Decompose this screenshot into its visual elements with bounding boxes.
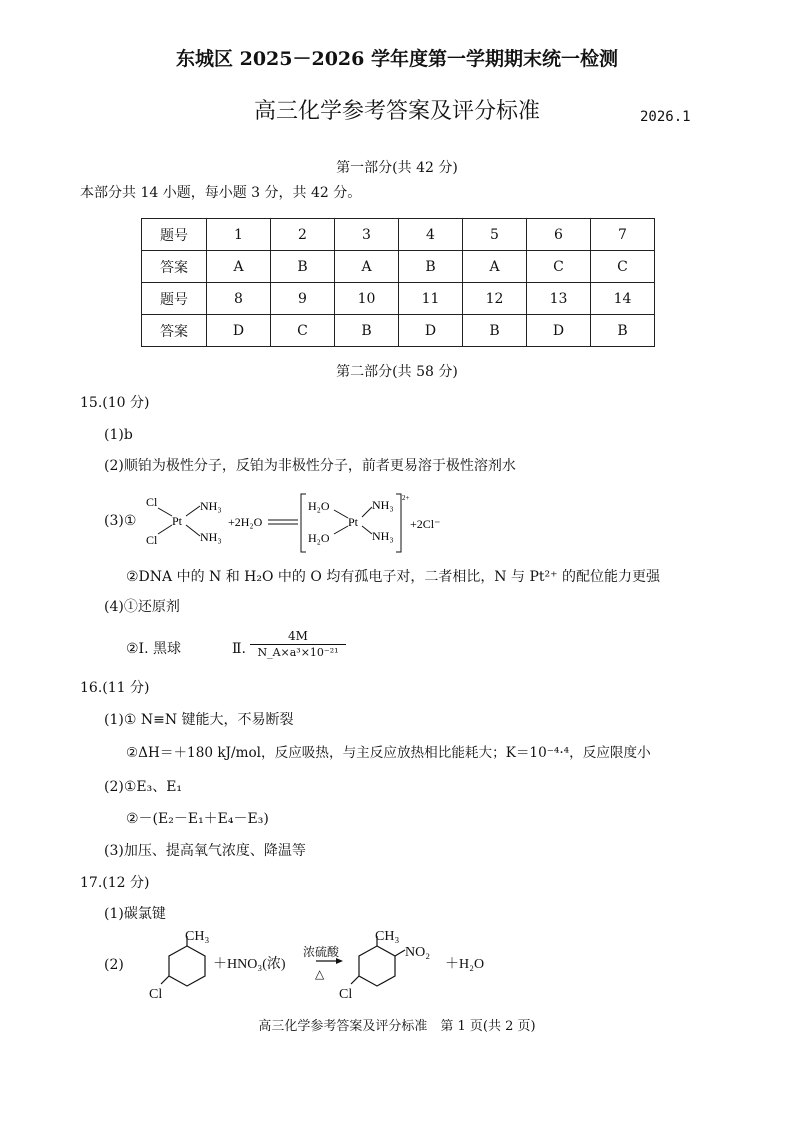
chem-label: CH₃ bbox=[185, 929, 210, 944]
answer-table bbox=[141, 218, 655, 347]
answer-cell: C bbox=[527, 251, 591, 283]
chem-label: +2H₂O bbox=[228, 515, 263, 529]
q17-title: 17.(12 分) bbox=[80, 875, 150, 891]
question-number: 7 bbox=[591, 219, 655, 251]
chem-label: NH₃ bbox=[372, 498, 394, 512]
question-number: 10 bbox=[335, 283, 399, 315]
chem-label: Cl bbox=[146, 495, 158, 509]
question-number: 5 bbox=[463, 219, 527, 251]
chem-label: ＋HNO₃(浓) bbox=[213, 957, 286, 972]
question-number: 9 bbox=[271, 283, 335, 315]
row-label: 答案 bbox=[142, 315, 207, 347]
q16-part1-1: (1)① N≡N 键能大，不易断裂 bbox=[104, 712, 294, 728]
question-number: 11 bbox=[399, 283, 463, 315]
date: 2026.1 bbox=[640, 109, 691, 125]
chem-label: Cl bbox=[339, 987, 353, 1002]
chem-label: △ bbox=[315, 967, 325, 981]
chem-label: Cl bbox=[146, 533, 158, 547]
fraction-numerator: 4M bbox=[250, 630, 346, 645]
answer-cell: A bbox=[207, 251, 271, 283]
question-number: 14 bbox=[591, 283, 655, 315]
row-label: 答案 bbox=[142, 251, 207, 283]
q16-part3: (3)加压、提高氧气浓度、降温等 bbox=[104, 843, 306, 859]
chem-label: NH₃ bbox=[200, 530, 222, 544]
q15-part4-2a: ②Ⅰ. 黑球 bbox=[126, 641, 181, 657]
part1-intro: 本部分共 14 小题，每小题 3 分，共 42 分。 bbox=[80, 185, 362, 201]
answer-cell: A bbox=[335, 251, 399, 283]
chem-label: 2+ bbox=[402, 494, 410, 502]
question-number: 12 bbox=[463, 283, 527, 315]
q16-part1-2: ②ΔH＝＋180 kJ/mol，反应吸热，与主反应放热相比能耗大；K＝10⁻⁴·⁴，反应限度小 bbox=[126, 745, 651, 761]
q15-title: 15.(10 分) bbox=[80, 395, 150, 411]
q15-part3-label: (3)① bbox=[104, 513, 137, 529]
row-label: 题号 bbox=[142, 283, 207, 315]
answer-cell: D bbox=[527, 315, 591, 347]
q15-part2: (2)顺铂为极性分子，反铂为非极性分子，前者更易溶于极性溶剂水 bbox=[104, 458, 516, 474]
q16-part2-2: ②－(E₂－E₁＋E₄－E₃) bbox=[126, 811, 269, 827]
q17-part2-label: (2) bbox=[104, 957, 124, 973]
q16-part2-1: (2)①E₃、E₁ bbox=[104, 779, 183, 795]
q15-part4-1: (4)①还原剂 bbox=[104, 599, 180, 615]
row-label: 题号 bbox=[142, 219, 207, 251]
q15-part4-2b: Ⅱ. bbox=[232, 641, 246, 657]
answer-cell: A bbox=[463, 251, 527, 283]
fraction-denominator: N_A×a³×10⁻²¹ bbox=[257, 646, 339, 659]
chem-label: NH₃ bbox=[200, 499, 222, 513]
cisplatin-equation bbox=[140, 492, 580, 554]
chem-label: CH₃ bbox=[375, 929, 400, 944]
chem-label: Cl bbox=[149, 987, 163, 1002]
chem-label: ＋H₂O bbox=[445, 957, 485, 972]
question-number: 6 bbox=[527, 219, 591, 251]
chem-label: H₂O bbox=[308, 499, 330, 513]
answer-cell: B bbox=[463, 315, 527, 347]
question-number: 2 bbox=[271, 219, 335, 251]
question-number: 4 bbox=[399, 219, 463, 251]
q17-part1: (1)碳氯键 bbox=[104, 906, 166, 922]
q15-part3-2: ②DNA 中的 N 和 H₂O 中的 O 均有孤电子对，二者相比，N 与 Pt²⁺ 的配位能力更强 bbox=[126, 569, 660, 585]
chem-label: NH₃ bbox=[372, 529, 394, 543]
chem-label: NO₂ bbox=[405, 945, 431, 960]
answer-cell: B bbox=[335, 315, 399, 347]
answer-cell: B bbox=[591, 315, 655, 347]
table-row bbox=[142, 219, 655, 251]
answer-cell: D bbox=[207, 315, 271, 347]
q16-title: 16.(11 分) bbox=[80, 680, 150, 696]
page-footer: 高三化学参考答案及评分标准 第 1 页(共 2 页) bbox=[258, 1019, 536, 1034]
q15-part1: (1)b bbox=[104, 427, 133, 443]
page-title: 高三化学参考答案及评分标准 bbox=[253, 99, 540, 124]
chem-label: H₂O bbox=[308, 531, 330, 545]
chem-label: Pt bbox=[348, 515, 359, 529]
nitration-equation bbox=[125, 928, 545, 1003]
question-number: 3 bbox=[335, 219, 399, 251]
table-row bbox=[142, 283, 655, 315]
answer-cell: B bbox=[399, 251, 463, 283]
answer-cell: C bbox=[591, 251, 655, 283]
table-row bbox=[142, 315, 655, 347]
answer-cell: C bbox=[271, 315, 335, 347]
question-number: 13 bbox=[527, 283, 591, 315]
chem-label: Pt bbox=[172, 514, 183, 528]
table-row bbox=[142, 251, 655, 283]
answer-cell: D bbox=[399, 315, 463, 347]
part2-heading: 第二部分(共 58 分) bbox=[336, 364, 458, 380]
question-number: 8 bbox=[207, 283, 271, 315]
fraction bbox=[250, 630, 346, 658]
part1-heading: 第一部分(共 42 分) bbox=[336, 160, 458, 176]
question-number: 1 bbox=[207, 219, 271, 251]
chem-label: +2Cl⁻ bbox=[410, 517, 441, 531]
chem-label: 浓硫酸 bbox=[303, 945, 340, 959]
answer-cell: B bbox=[271, 251, 335, 283]
exam-title: 东城区 2025－2026 学年度第一学期期末统一检测 bbox=[176, 48, 618, 70]
